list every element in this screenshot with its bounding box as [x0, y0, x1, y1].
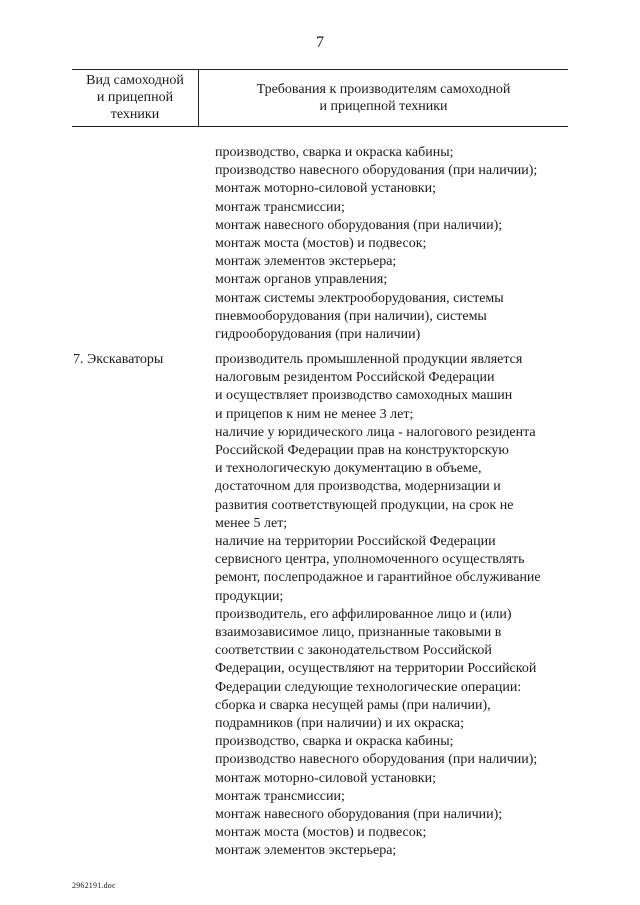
requirement-line: производство, сварка и окраска кабины;: [215, 734, 454, 750]
requirement-line: монтаж органов управления;: [215, 272, 388, 288]
page-number: 7: [316, 34, 324, 51]
excavator-requirements: [215, 351, 575, 861]
row-label-excavators: 7. Экскаваторы: [73, 352, 164, 367]
requirement-line: монтаж моста (мостов) и подвесок;: [215, 236, 427, 252]
requirement-line: сервисного центра, уполномоченного осуществлять: [215, 552, 525, 568]
header-requirements-line: и прицепной техники: [319, 99, 448, 114]
header-vehicle-type-line: и прицепной: [96, 90, 174, 105]
requirement-line: монтаж трансмиссии;: [215, 199, 345, 215]
table-top-rule: [72, 69, 568, 70]
requirement-line: производство навесного оборудования (при наличии);: [215, 752, 538, 768]
header-requirements-line: Требования к производителям самоходной: [256, 82, 511, 97]
requirement-line: монтаж моста (мостов) и подвесок;: [215, 825, 427, 841]
requirement-line: и технологическую документацию в объеме,: [215, 461, 482, 477]
requirement-line: монтаж элементов экстерьера;: [215, 254, 397, 270]
continued-requirements: [215, 144, 575, 344]
requirement-line: Федерации следующие технологические операции:: [215, 679, 522, 695]
requirement-line: монтаж системы электрооборудования, системы: [215, 290, 504, 306]
requirement-line: налоговым резидентом Российской Федерации: [215, 370, 495, 386]
requirement-line: наличие у юридического лица - налогового резидента: [215, 424, 536, 440]
table-header-rule: [72, 126, 568, 127]
requirement-line: монтаж моторно-силовой установки;: [215, 770, 436, 786]
requirement-line: производство, сварка и окраска кабины;: [215, 145, 454, 160]
requirement-line: и прицепов к ним не менее 3 лет;: [215, 406, 414, 422]
requirement-line: монтаж моторно-силовой установки;: [215, 181, 436, 197]
requirement-line: менее 5 лет;: [215, 515, 288, 531]
requirement-line: наличие на территории Российской Федерации: [215, 534, 496, 550]
requirement-line: продукции;: [215, 588, 284, 604]
requirement-line: развития соответствующей продукции, на срок не: [215, 497, 514, 513]
requirement-line: взаимозависимое лицо, признанные таковыми в: [215, 625, 502, 641]
document-code: 2962191.doc: [72, 881, 116, 890]
header-vehicle-type: [72, 72, 198, 123]
requirement-line: монтаж элементов экстерьера;: [215, 843, 397, 859]
header-vehicle-type-line: техники: [110, 107, 160, 122]
requirement-line: производство навесного оборудования (при наличии);: [215, 163, 538, 179]
header-vehicle-type-line: Вид самоходной: [86, 73, 184, 88]
requirement-line: Федерации, осуществляют на территории Российской: [215, 661, 537, 677]
requirement-line: Российской Федерации прав на конструкторскую: [215, 443, 509, 459]
requirement-line: монтаж навесного оборудования (при наличии);: [215, 807, 503, 823]
requirement-line: монтаж трансмиссии;: [215, 788, 345, 804]
requirement-line: ремонт, послепродажное и гарантийное обслуживание: [215, 570, 541, 586]
requirement-line: подрамников (при наличии) и их окраска;: [215, 716, 465, 732]
requirement-line: соответствии с законодательством Российской: [215, 643, 492, 659]
requirement-line: сборка и сварка несущей рамы (при наличии),: [215, 697, 491, 713]
requirement-line: пневмооборудования (при наличии), системы: [215, 308, 487, 324]
requirement-line: гидрооборудования (при наличии): [215, 327, 421, 343]
requirement-line: монтаж навесного оборудования (при наличии);: [215, 217, 503, 233]
requirement-line: производитель промышленной продукции является: [215, 352, 523, 367]
header-requirements: [199, 81, 568, 115]
requirement-line: достаточном для производства, модернизации и: [215, 479, 501, 495]
requirement-line: производитель, его аффилированное лицо и (или): [215, 606, 512, 622]
requirement-line: и осуществляет производство самоходных машин: [215, 388, 513, 404]
